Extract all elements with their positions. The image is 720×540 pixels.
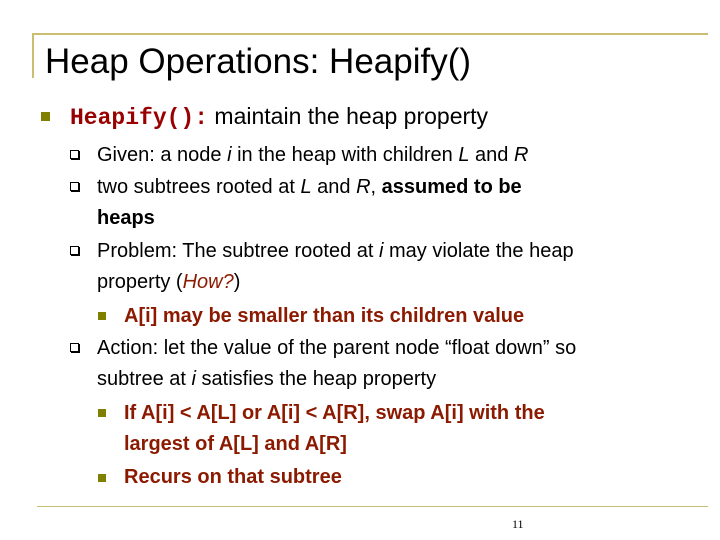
given-text-2: in the heap with children: [231, 144, 459, 166]
sub-bullet-smaller: A[i] may be smaller than its children value: [124, 305, 525, 327]
problem-text-3: property (: [97, 271, 183, 293]
problem-text-1: Problem: The subtree rooted at: [97, 240, 380, 262]
sub-bullet-swap-cont: largest of A[L] and A[R]: [124, 433, 347, 455]
bullet-subtrees-cont: heaps: [97, 207, 155, 229]
bullet-heapify: [70, 102, 488, 132]
bullet-square-icon: [98, 409, 106, 417]
frame-bottom-rule: [37, 506, 708, 507]
subtrees-text-3: ,: [370, 176, 382, 198]
bullet-hollow-icon: [70, 150, 79, 159]
bullet-action: Action: let the value of the parent node “float down” so: [97, 337, 577, 359]
given-text-1: Given: a node: [97, 144, 228, 166]
frame-left-rule: [32, 33, 34, 78]
given-text-3: and: [469, 144, 514, 166]
given-i: i: [227, 144, 232, 166]
bullet-hollow-icon: [70, 343, 79, 352]
bullet-hollow-icon: [70, 182, 79, 191]
problem-i: i: [379, 240, 384, 262]
given-R: R: [513, 144, 529, 166]
problem-text-4: ): [233, 271, 241, 293]
heapify-code: Heapify():: [70, 105, 209, 131]
heapify-desc: maintain the heap property: [208, 103, 489, 129]
bullet-given: [97, 143, 528, 167]
action-text-2: subtree at: [97, 368, 192, 390]
bullet-square-icon: [98, 312, 106, 320]
subtrees-R: R: [356, 176, 371, 198]
bullet-square-icon: [98, 474, 106, 482]
bullet-problem: [97, 239, 574, 263]
bullet-square-icon: [41, 112, 50, 121]
sub-bullet-swap: If A[i] < A[L] or A[i] < A[R], swap A[i] with the: [124, 402, 545, 424]
subtrees-text-2: and: [311, 176, 357, 198]
given-L: L: [458, 144, 470, 166]
subtrees-L: L: [300, 176, 312, 198]
problem-text-2: may violate the heap: [383, 240, 574, 262]
bullet-problem-cont: [97, 270, 240, 294]
bullet-action-cont: [97, 367, 436, 391]
action-i: i: [191, 368, 196, 390]
subtrees-bold: assumed to be: [381, 176, 522, 198]
sub-bullet-recurs: Recurs on that subtree: [124, 466, 342, 488]
slide-title: Heap Operations: Heapify(): [45, 42, 472, 81]
subtrees-text-1: two subtrees rooted at: [97, 176, 301, 198]
bullet-hollow-icon: [70, 246, 79, 255]
page-number: 11: [512, 517, 524, 531]
bullet-subtrees: [97, 175, 522, 199]
problem-how: How?: [182, 271, 234, 293]
action-text-3: satisfies the heap property: [195, 368, 437, 390]
frame-top-rule: [32, 33, 708, 35]
